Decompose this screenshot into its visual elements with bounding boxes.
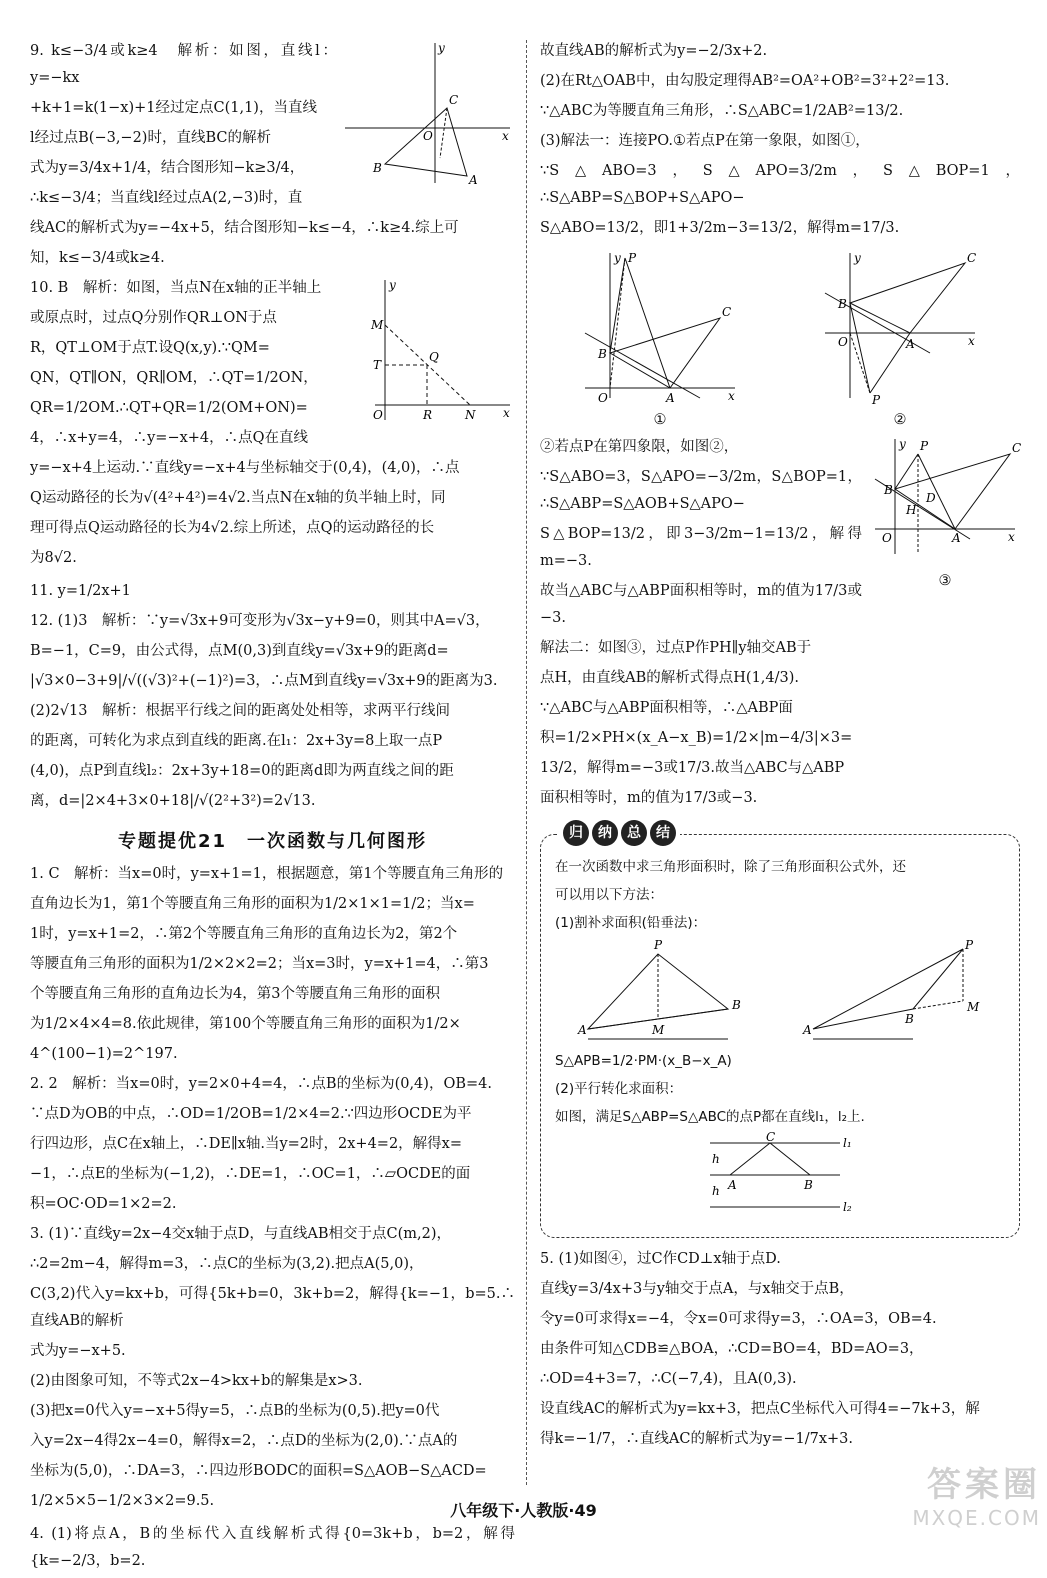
line: S△BOP=13/2，即3−3/2m−1=13/2，解得m=−3.	[540, 526, 862, 569]
line: 4^(100−1)=2^197.	[30, 1046, 178, 1062]
line: R，QT⊥OM于点T.设Q(x,y).∵QM=	[30, 340, 270, 356]
svg-text:y: y	[899, 437, 906, 451]
special-question-2	[30, 1071, 515, 1218]
svg-text:D: D	[926, 491, 936, 505]
svg-text:l₂: l₂	[843, 1200, 852, 1214]
svg-text:P: P	[872, 393, 881, 407]
svg-text:B: B	[838, 297, 847, 311]
line: 坐标为(5,0)，∴DA=3，∴四边形BODC的面积=S△AOB−S△ACD=	[30, 1463, 487, 1479]
line: 积=OC·OD=1×2=2.	[30, 1196, 177, 1212]
svg-text:A: A	[906, 337, 915, 351]
svg-text:B: B	[598, 347, 607, 361]
line: (4,0)，点P到直线l₂：2x+3y+18=0的距离d即为两直线之间的距	[30, 763, 454, 779]
svg-text:A: A	[802, 1023, 812, 1037]
line: 积=1/2×PH×(x_A−x_B)=1/2×|m−4/3|×3=	[540, 730, 853, 746]
svg-text:B: B	[373, 161, 382, 175]
special-question-4: 4. (1)将点A，B的坐标代入直线解析式得{0=3k+b，b=2，解得{k=−2/3，b=2.	[30, 1526, 515, 1569]
line: (3)解法一：连接PO.①若点P在第一象限，如图①，	[540, 133, 870, 149]
lead-vertical-figure-2	[803, 939, 983, 1049]
svg-text:y: y	[854, 251, 861, 265]
svg-text:R: R	[423, 408, 433, 422]
svg-text:C: C	[1012, 441, 1022, 455]
line: 离，d=|2×4+3×0+18|/√(2²+3²)=2√13.	[30, 793, 316, 809]
figure-1-label: ①	[653, 412, 667, 428]
svg-text:Q: Q	[429, 350, 439, 364]
summary-line: (1)割补求面积(铅垂法)：	[555, 915, 707, 931]
svg-text:x: x	[502, 129, 509, 143]
line: 直角边长为1，第1个等腰直角三角形的面积为1/2×1×1=1/2；当x=	[30, 896, 475, 912]
line: ∵点D为OB的中点，∴OD=1/2OB=1/2×4=2.∵四边形OCDE为平	[30, 1106, 472, 1122]
line: 式为y=−x+5.	[30, 1343, 126, 1359]
line: ∴OD=4+3=7，∴C(−7,4)，且A(0,3).	[540, 1371, 797, 1387]
line: ∵S△ABO=3，S△APO=−3/2m，S△BOP=1，∴S△ABP=S△AOB+S△APO−	[540, 469, 862, 512]
line: 5. (1)如图④，过C作CD⊥x轴于点D.	[540, 1251, 781, 1267]
svg-text:y: y	[438, 41, 445, 55]
summary-line: S△APB=1/2·PM·(x_B−x_A)	[555, 1053, 732, 1069]
line: 1. C 解析：当x=0时，y=x+1=1，根据题意，第1个等腰直角三角形的	[30, 866, 504, 882]
line: 设直线AC的解析式为y=kx+3，把点C坐标代入可得4=−7k+3，解	[540, 1401, 980, 1417]
svg-text:x: x	[1008, 530, 1015, 544]
line: 故直线AB的解析式为y=−2/3x+2.	[540, 43, 768, 59]
left-column	[30, 38, 515, 1578]
svg-text:T: T	[373, 358, 382, 372]
svg-text:h: h	[712, 1184, 720, 1198]
svg-text:B: B	[731, 998, 741, 1012]
line: 知，k≤−3/4或k≥4.	[30, 250, 165, 266]
figure-3-label: ③	[938, 573, 952, 589]
line: 线AC的解析式为y=−4x+5，结合图形知−k≤−4，∴k≥4.综上可	[30, 220, 459, 236]
line: 或原点时，过点Q分别作QR⊥ON于点	[30, 310, 277, 326]
line: 3. (1)∵直线y=2x−4交x轴于点D，与直线AB相交于点C(m,2)，	[30, 1226, 452, 1242]
line: |√3×0−3+9|/√((√3)²+(−1)²)=3，∴点M到直线y=√3x+9的距离为3.	[30, 673, 498, 689]
svg-text:M: M	[651, 1023, 664, 1037]
summary-line: (2)平行转化求面积：	[555, 1081, 683, 1097]
svg-text:x: x	[503, 406, 510, 420]
svg-text:l₁: l₁	[843, 1136, 852, 1150]
svg-text:M: M	[966, 1000, 979, 1014]
watermark-url: MXQE.COM	[912, 1506, 1041, 1530]
summary-line: 可以用以下方法：	[555, 887, 663, 903]
summary-tag-char: 纳	[592, 820, 618, 846]
special-question-1	[30, 861, 515, 1068]
line: l经过点B(−3,−2)时，直线BC的解析	[30, 130, 271, 146]
svg-text:h: h	[712, 1152, 720, 1166]
svg-text:O: O	[882, 531, 892, 545]
line: 2. 2 解析：当x=0时，y=2×0+4=4，∴点B的坐标为(0,4)，OB=4.	[30, 1076, 492, 1092]
column-divider	[526, 40, 527, 1485]
svg-text:C: C	[449, 93, 459, 107]
svg-text:A: A	[952, 531, 961, 545]
line: 13/2，解得m=−3或17/3.故当△ABC与△ABP	[540, 760, 845, 776]
line: 的距离，可转化为求点到直线的距离.在l₁：2x+3y=8上取一点P	[30, 733, 443, 749]
svg-text:A: A	[666, 391, 675, 405]
summary-tag-char: 归	[563, 820, 589, 846]
line: ∴2=2m−4，解得m=3，∴点C的坐标为(3,2).把点A(5,0)，	[30, 1256, 424, 1272]
summary-tag-char: 结	[650, 820, 676, 846]
line: QN，QT∥ON，QR∥OM，∴QT=1/2ON，	[30, 370, 318, 386]
summary-figures	[555, 939, 1005, 1049]
question-5	[540, 1246, 1020, 1453]
svg-text:A: A	[577, 1023, 587, 1037]
svg-text:P: P	[628, 251, 637, 265]
svg-text:P: P	[964, 938, 973, 952]
line: 式为y=3/4x+1/4，结合图形知−k≥3/4，	[30, 160, 305, 176]
line: 直线y=3/4x+3与y轴交于点A，与x轴交于点B，	[540, 1281, 854, 1297]
line: 9. k≤−3/4或k≥4 解析：如图，直线l：y=−kx	[30, 43, 337, 86]
line: 1/2×5×5−1/2×3×2=9.5.	[30, 1493, 215, 1509]
special-question-3	[30, 1221, 515, 1515]
line: 4，∴x+y=4，∴y=−x+4，∴点Q在直线	[30, 430, 309, 446]
right-column	[540, 38, 1020, 1456]
summary-line: 在一次函数中求三角形面积时，除了三角形面积公式外，还	[555, 859, 906, 875]
parallel-lines-figure	[555, 1130, 1005, 1227]
line: 得k=−1/7，∴直线AC的解析式为y=−1/7x+3.	[540, 1431, 853, 1447]
line: 个等腰直角三角形的直角边长为4，第3个等腰直角三角形的面积	[30, 986, 440, 1002]
svg-text:O: O	[838, 335, 848, 349]
question-11: 11. y=1/2x+1	[30, 583, 131, 599]
line: +k+1=k(1−x)+1经过定点C(1,1)，当直线	[30, 100, 317, 116]
svg-text:x: x	[728, 389, 735, 403]
svg-text:C: C	[766, 1130, 776, 1144]
figure-3	[870, 434, 1020, 589]
line: B=−1，C=9，由公式得，点M(0,3)到直线y=√3x+9的距离d=	[30, 643, 449, 659]
line: (2)在Rt△OAB中，由勾股定理得AB²=OA²+OB²=3²+2²=13.	[540, 73, 950, 89]
figure-q10	[365, 275, 515, 429]
line: 故当△ABC与△ABP面积相等时，m的值为17/3或−3.	[540, 583, 862, 626]
figure-2	[820, 248, 980, 428]
svg-text:A: A	[728, 1178, 737, 1192]
line: (3)把x=0代入y=−x+5得y=5，∴点B的坐标为(0,5).把y=0代	[30, 1403, 440, 1419]
lead-vertical-figure-1	[578, 939, 758, 1049]
line: 理可得点Q运动路径的长为4√2.综上所述，点Q的运动路径的长	[30, 520, 435, 536]
line: 等腰直角三角形的面积为1/2×2×2=2；当x=3时，y=x+1=4，∴第3	[30, 956, 489, 972]
svg-text:P: P	[653, 938, 662, 952]
line: Q运动路径的长为√(4²+4²)=4√2.当点N在x轴的负半轴上时，同	[30, 490, 446, 506]
line: ∵△ABC为等腰直角三角形，∴S△ABC=1/2AB²=13/2.	[540, 103, 904, 119]
line: y=−x+4上运动.∵直线y=−x+4与坐标轴交于(0,4)，(4,0)，∴点	[30, 460, 460, 476]
line: 为8√2.	[30, 550, 77, 566]
summary-tag-char: 总	[621, 820, 647, 846]
watermark	[912, 1457, 1041, 1530]
line: QR=1/2OM.∴QT+QR=1/2(OM+ON)=	[30, 400, 308, 416]
question-12	[30, 608, 515, 815]
svg-text:B: B	[884, 483, 893, 497]
line: 解法二：如图③，过点P作PH∥y轴交AB于	[540, 640, 812, 656]
line: 面积相等时，m的值为17/3或−3.	[540, 790, 758, 806]
line: ∴k≤−3/4；当直线l经过点A(2,−3)时，直	[30, 190, 303, 206]
figures-1-2	[540, 248, 1020, 428]
svg-text:y: y	[389, 278, 396, 292]
line: C(3,2)代入y=kx+b，可得{5k+b=0，3k+b=2，解得{k=−1，b=5.∴直线AB的解析	[30, 1286, 515, 1329]
svg-text:P: P	[920, 439, 929, 453]
line: (2)2√13 解析：根据平行线之间的距离处处相等，求两平行线间	[30, 703, 450, 719]
section-title: 专题提优21 一次函数与几何图形	[117, 831, 428, 852]
svg-text:O: O	[598, 391, 608, 405]
line: (2)由图象可知，不等式2x−4>kx+b的解集是x>3.	[30, 1373, 363, 1389]
svg-text:B: B	[804, 1178, 813, 1192]
svg-text:B: B	[904, 1012, 914, 1026]
line: 点H，由直线AB的解析式得点H(1,4/3).	[540, 670, 800, 686]
summary-tag	[559, 820, 680, 846]
line: 10. B 解析：如图，当点N在x轴的正半轴上	[30, 280, 322, 296]
watermark-text: 答案圈	[927, 1465, 1041, 1505]
line: 为1/2×4×4=8.依此规律，第100个等腰直角三角形的面积为1/2×	[30, 1016, 461, 1032]
line: −1，∴点E的坐标为(−1,2)，∴DE=1，∴OC=1，∴▱OCDE的面	[30, 1166, 471, 1182]
line: 行四边形，点C在x轴上，∴DE∥x轴.当y=2时，2x+4=2，解得x=	[30, 1136, 463, 1152]
page-footer: 八年级下·人教版·49	[450, 1501, 597, 1520]
svg-text:x: x	[968, 334, 975, 348]
svg-text:H: H	[906, 503, 917, 517]
line: 由条件可知△CDB≌△BOA，∴CD=BO=4，BD=AO=3，	[540, 1341, 924, 1357]
answer-4-continued	[540, 38, 1020, 242]
line: S△ABO=13/2，即1+3/2m−3=13/2，解得m=17/3.	[540, 220, 900, 236]
summary-line: 如图，满足S△ABP=S△ABC的点P都在直线l₁，l₂上.	[555, 1109, 865, 1125]
figure-1	[580, 248, 740, 428]
line: 1时，y=x+1=2，∴第2个等腰直角三角形的直角边长为2，第2个	[30, 926, 458, 942]
line: ∵S△ABO=3，S△APO=3/2m，S△BOP=1，∴S△ABP=S△BOP+S△APO−	[540, 163, 1020, 206]
svg-text:A: A	[469, 173, 478, 187]
svg-text:y: y	[614, 251, 621, 265]
line: 12. (1)3 解析：∵y=√3x+9可变形为√3x−y+9=0，则其中A=√3，	[30, 613, 490, 629]
svg-text:C: C	[967, 251, 977, 265]
figure-2-label: ②	[893, 412, 907, 428]
svg-text:O: O	[373, 408, 383, 422]
svg-text:C: C	[722, 305, 732, 319]
summary-box	[540, 825, 1020, 1238]
svg-text:M: M	[371, 318, 384, 332]
line: ②若点P在第四象限，如图②，	[540, 439, 739, 455]
line: 入y=2x−4得2x−4=0，解得x=2，∴点D的坐标为(2,0).∵点A的	[30, 1433, 458, 1449]
svg-text:O: O	[423, 129, 433, 143]
svg-text:N: N	[465, 408, 476, 422]
line: 令y=0可求得x=−4，令x=0可求得y=3，∴OA=3，OB=4.	[540, 1311, 937, 1327]
line: ∵△ABC与△ABP面积相等，∴△ABP面	[540, 700, 793, 716]
figure-q9	[345, 38, 515, 192]
